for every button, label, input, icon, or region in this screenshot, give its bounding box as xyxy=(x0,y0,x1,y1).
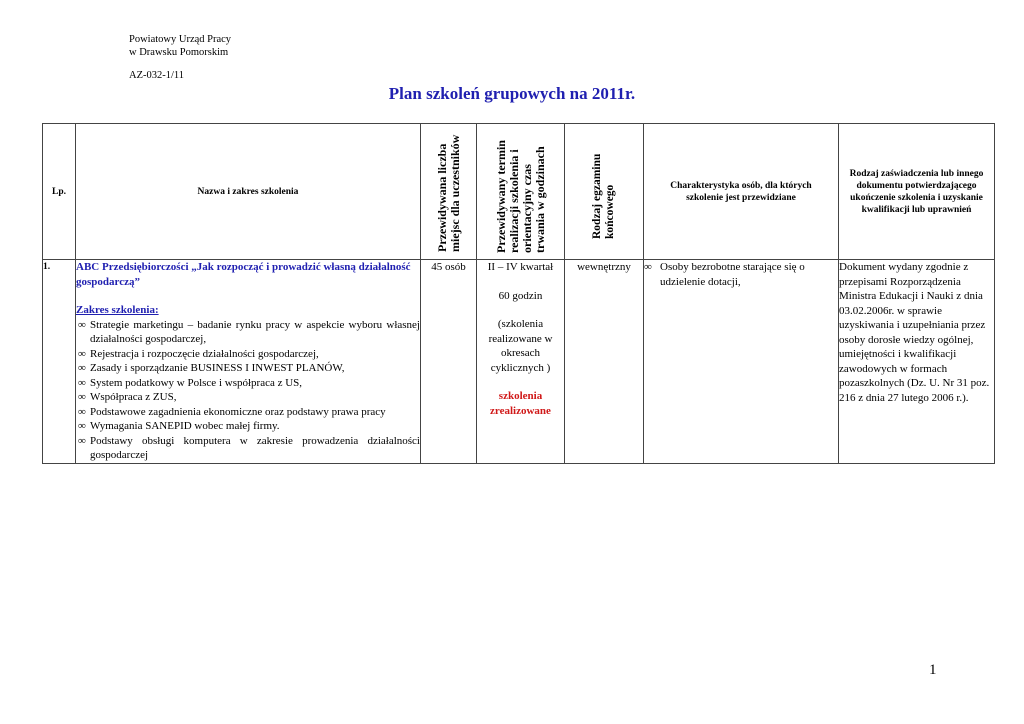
infinity-bullet-icon: ∞ xyxy=(78,318,86,331)
scope-heading: Zakres szkolenia: xyxy=(76,304,159,316)
scope-item: ∞ Wymagania SANEPID wobec małej firmy. xyxy=(78,420,280,432)
col-header-exam xyxy=(565,124,644,260)
training-plan-table xyxy=(42,123,995,464)
infinity-bullet-icon: ∞ xyxy=(78,420,86,432)
org-line-2: w Drawsku Pomorskim xyxy=(129,47,229,58)
row-term xyxy=(477,260,565,464)
scope-item: ∞ Podstawy obsługi komputera w zakresie prowadzenia działalności gospodarczej xyxy=(78,434,420,461)
org-line-1: Powiatowy Urząd Pracy xyxy=(129,34,232,45)
row-target xyxy=(644,260,839,464)
scope-item: ∞ Podstawowe zagadnienia ekonomiczne oraz podstawy prawa pracy xyxy=(78,405,386,418)
col-header-term-text: Przewidywany termin realizacji szkolenia i orientacyjny czas trwania w godzinach xyxy=(493,139,547,253)
infinity-bullet-icon: ∞ xyxy=(78,362,86,374)
col-header-name: Nazwa i zakres szkolenia xyxy=(76,124,421,260)
reference-number: AZ-032-1/11 xyxy=(129,70,185,81)
row-exam: wewnętrzny xyxy=(565,260,644,464)
scope-list xyxy=(76,318,420,463)
col-header-certificate: Rodzaj zaświadczenia lub innego dokumentu potwierdzającego ukończenie szkolenia i uzyskanie kwalifikacji lub uprawnień xyxy=(839,124,995,260)
infinity-bullet-icon: ∞ xyxy=(78,391,86,403)
infinity-bullet-icon: ∞ xyxy=(78,347,86,360)
col-header-seats-text: Przewidywana liczba miejsc dla uczestników xyxy=(434,134,462,252)
row-seats: 45 osób xyxy=(421,260,477,464)
infinity-bullet-icon: ∞ xyxy=(644,261,652,273)
page-title: Plan szkoleń grupowych na 2011r. xyxy=(388,84,636,103)
row-lp: 1. xyxy=(43,260,76,464)
infinity-bullet-icon: ∞ xyxy=(78,376,86,389)
course-title: ABC Przedsiębiorczości „Jak rozpocząć i prowadzić własną działalność gospodarczą” xyxy=(76,261,411,288)
infinity-bullet-icon: ∞ xyxy=(78,405,86,418)
scope-item: ∞ Strategie marketingu – badanie rynku pracy w aspekcie wyboru własnej działalności gospodarczej, xyxy=(78,318,420,345)
col-header-seats xyxy=(421,124,477,260)
scope-item: ∞ Rejestracja i rozpoczęcie działalności gospodarczej, xyxy=(78,347,319,360)
col-header-exam-text: Rodzaj egzaminu końcowego xyxy=(591,153,616,239)
col-header-target: Charakterystyka osób, dla których szkolenie jest przewidziane xyxy=(644,124,839,260)
term-period: II – IV kwartał xyxy=(487,261,554,273)
target-text: Osoby bezrobotne starające się o udzielenie dotacji, xyxy=(660,261,805,288)
infinity-bullet-icon: ∞ xyxy=(78,434,86,447)
scope-item: ∞ System podatkowy w Polsce i współpraca z US, xyxy=(78,376,303,389)
table-row xyxy=(43,260,995,464)
col-header-term xyxy=(477,124,565,260)
term-note: (szkolenia realizowane w okresach cyklicznych ) xyxy=(488,318,553,374)
scope-item: ∞ Współpraca z ZUS, xyxy=(78,391,177,403)
status-label: szkolenia zrealizowane xyxy=(490,390,551,417)
table-header-row xyxy=(43,124,995,260)
page-number: 1 xyxy=(929,662,937,678)
col-header-lp: Lp. xyxy=(43,124,76,260)
row-course xyxy=(76,260,421,464)
organization-name xyxy=(129,33,231,59)
term-hours: 60 godzin xyxy=(498,289,543,302)
scope-item: ∞ Zasady i sporządzanie BUSINESS I INWEST PLANÓW, xyxy=(78,362,345,374)
row-certificate: Dokument wydany zgodnie z przepisami Rozporządzenia Ministra Edukacji i Nauki z dnia 03.02.2006r. w sprawie uzyskiwania i uzupełniania przez osoby dorosłe wiedzy ogólnej, umiejętności i kwalifikacji zawodowych w formach pozaszkolnych (Dz. U. Nr 31 poz. 216 z dnia 27 lutego 2006 r.). xyxy=(839,260,995,464)
